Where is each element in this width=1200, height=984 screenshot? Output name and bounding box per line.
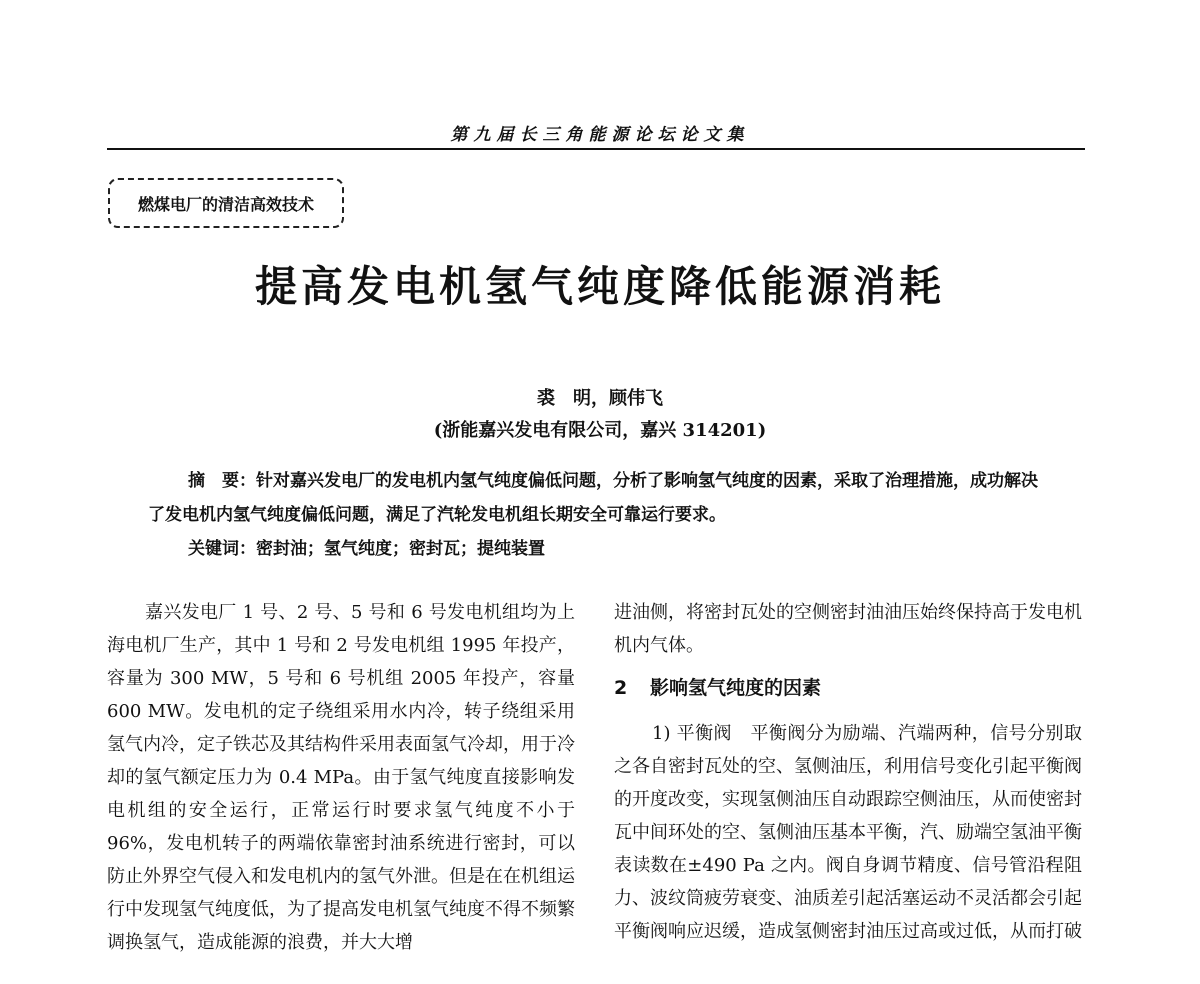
- article-title: 提高发电机氢气纯度降低能源消耗: [254, 262, 945, 311]
- header-rule: [107, 148, 1085, 150]
- running-head: 第九届长三角能源论坛论文集: [450, 125, 750, 145]
- body-right-column: [614, 596, 1082, 948]
- body-paragraph: [614, 717, 1082, 948]
- body-paragraph: 嘉兴发电厂 1 号、2 号、5 号和 6 号发电机组均为上海电机厂生产，其中 1 号和 2 号发电机组 1995 年投产，容量为 300 MW，5 号和 6 号机组 2005 年投产，容量 600 MW。发电机的定子绕组采用水内冷，转子绕组采用氢气内冷，定子铁芯及其结构件采用表面氢气冷却，用于冷却的氢气额定压力为 0.4 MPa。由于氢气纯度直接影响发电机组的安全运行，正常运行时要求氢气纯度不小于 96%，发电机转子的两端依靠密封油系统进行密封，可以防止外界空气侵入和发电机内的氢气外泄。但是在在机组运行中发现氢气纯度低，为了提高发电机氢气纯度不得不频繁调换氢气，造成能源的浪费，并大大增: [107, 602, 575, 953]
- keywords-text: 密封油；氢气纯度；密封瓦；提纯装置: [256, 539, 545, 559]
- item-text: 平衡阀分为励端、汽端两种，信号分别取之各自密封瓦处的空、氢侧油压，利用信号变化引起平衡阀的开度改变，实现氢侧油压自动跟踪空侧油压，从而使密封瓦中间环处的空、氢侧油压基本平衡，汽、励端空氢油平衡表读数在±490 Pa 之内。阀自身调节精度、信号管沿程阻力、波纹筒疲劳衰变、油质差引起活塞运动不灵活都会引起平衡阀响应迟缓，造成氢侧密封油压过高或过低，从而打破: [614, 723, 1083, 942]
- affiliation: (浙能嘉兴发电有限公司，嘉兴 314201): [433, 420, 767, 441]
- section-title: 影响氢气纯度的因素: [650, 677, 822, 699]
- section-number: 2: [614, 677, 628, 699]
- keywords-label: 关键词：: [188, 539, 256, 559]
- column-tag-label: 燃煤电厂的清洁高效技术: [137, 194, 314, 214]
- keywords-line: [148, 532, 1048, 566]
- column-tag: [108, 178, 344, 228]
- authors: 裘 明，顾伟飞: [537, 388, 663, 409]
- abstract-text: 针对嘉兴发电厂的发电机内氢气纯度偏低问题，分析了影响氢气纯度的因素，采取了治理措施，成功解决了发电机内氢气纯度偏低问题，满足了汽轮发电机组长期安全可靠运行要求。: [148, 471, 1038, 525]
- body-paragraph-continued: 进油侧，将密封瓦处的空侧密封油油压始终保持高于发电机机内气体。: [614, 602, 1082, 656]
- abstract-paragraph: [148, 464, 1048, 532]
- abstract: [148, 464, 1048, 566]
- section-heading: [614, 672, 1082, 705]
- abstract-label: 摘 要：: [188, 471, 256, 491]
- body-left-column: [107, 596, 575, 959]
- item-lead: 1) 平衡阀: [652, 723, 732, 744]
